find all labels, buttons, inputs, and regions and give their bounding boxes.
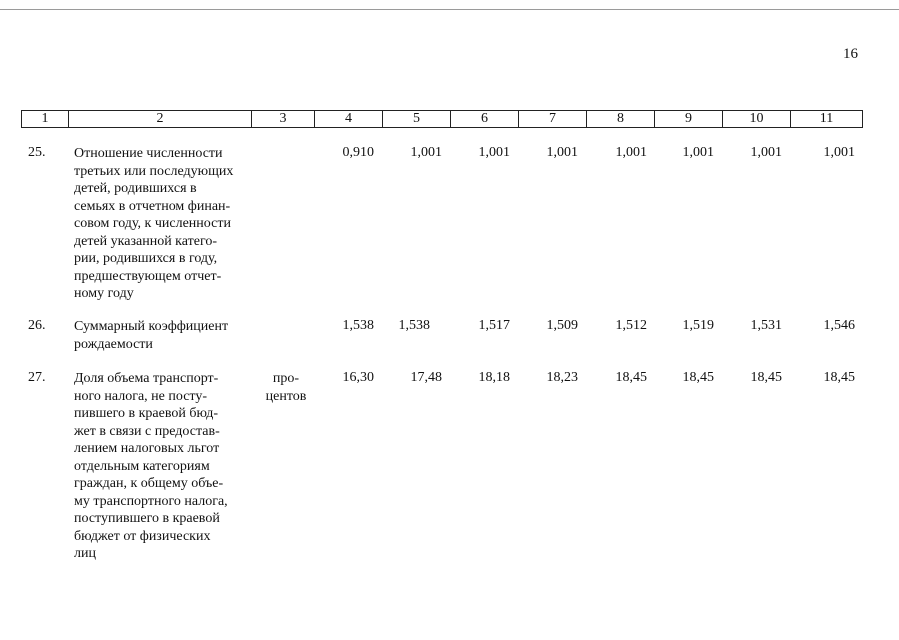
header-col-6: 6: [450, 111, 518, 127]
desc-line: ного налога, не посту-: [74, 388, 208, 404]
header-col-2: 2: [68, 111, 251, 127]
value-col-7: 1,509: [546, 318, 578, 333]
header-col-4: 4: [314, 111, 382, 127]
desc-line: му транспортного налога,: [74, 493, 228, 509]
desc-line: граждан, к общему объе-: [74, 476, 224, 491]
table-header: [21, 110, 863, 128]
desc-line: лением налоговых льгот: [74, 441, 220, 456]
header-col-3: 3: [251, 111, 314, 127]
value-col-7: 18,23: [546, 370, 578, 385]
value-col-5: 1,538: [398, 318, 430, 333]
page-number: 16: [843, 46, 858, 62]
header-col-10: 10: [722, 111, 790, 127]
value-col-10: 1,531: [750, 318, 782, 333]
value-col-7: 1,001: [546, 145, 578, 160]
desc-line: пившего в краевой бюд-: [74, 406, 218, 421]
value-col-6: 1,517: [478, 318, 510, 333]
desc-line: поступившего в краевой: [74, 511, 220, 526]
unit-line: центов: [265, 388, 307, 404]
row-number: 25.: [28, 145, 46, 160]
value-col-11: 1,001: [823, 145, 855, 160]
row-description: [74, 318, 245, 353]
header-col-1: 1: [41, 111, 49, 126]
desc-line: лиц: [74, 546, 96, 561]
desc-line: жет в связи с предостав-: [74, 423, 220, 439]
desc-line: рии, родившихся в году,: [74, 251, 218, 266]
value-col-6: 1,001: [478, 145, 510, 160]
desc-line: Суммарный коэффициент: [74, 319, 229, 334]
value-col-8: 1,512: [615, 318, 647, 333]
value-col-9: 18,45: [682, 370, 714, 385]
desc-line: семьях в отчетном финан-: [74, 198, 231, 214]
value-col-4: 1,538: [342, 318, 374, 333]
row-number: 26.: [28, 318, 46, 333]
unit-line: про-: [272, 371, 300, 386]
value-col-9: 1,519: [682, 318, 714, 333]
header-col-8: 8: [586, 111, 654, 127]
value-col-6: 18,18: [478, 370, 510, 385]
row-number: 27.: [28, 370, 46, 385]
header-col-9: 9: [654, 111, 722, 127]
value-col-11: 18,45: [823, 370, 855, 385]
desc-line: третьих или последующих: [74, 163, 234, 179]
value-col-5: 1,001: [410, 145, 442, 160]
row-description: [74, 145, 245, 303]
row-unit: [262, 370, 310, 405]
header-col-7: 7: [518, 111, 586, 127]
desc-line: рождаемости: [74, 336, 153, 352]
value-col-4: 16,30: [342, 370, 374, 385]
desc-line: отдельным категориям: [74, 458, 210, 474]
desc-line: детей, родившихся в: [74, 181, 197, 196]
desc-line: Отношение численности: [74, 146, 223, 161]
desc-line: предшествующем отчет-: [74, 268, 222, 284]
value-col-10: 1,001: [750, 145, 782, 160]
header-col-5: 5: [382, 111, 450, 127]
value-col-11: 1,546: [823, 318, 855, 333]
value-col-8: 18,45: [615, 370, 647, 385]
value-col-4: 0,910: [342, 145, 374, 160]
desc-line: ному году: [74, 286, 134, 301]
header-col-11: 11: [790, 111, 862, 127]
desc-line: Доля объема транспорт-: [74, 371, 219, 386]
desc-line: детей указанной катего-: [74, 233, 218, 249]
value-col-9: 1,001: [682, 145, 714, 160]
value-col-5: 17,48: [410, 370, 442, 385]
row-description: [74, 370, 245, 563]
value-col-8: 1,001: [615, 145, 647, 160]
desc-line: бюджет от физических: [74, 528, 211, 544]
top-rule: [0, 9, 899, 10]
value-col-10: 18,45: [750, 370, 782, 385]
desc-line: совом году, к численности: [74, 216, 231, 231]
